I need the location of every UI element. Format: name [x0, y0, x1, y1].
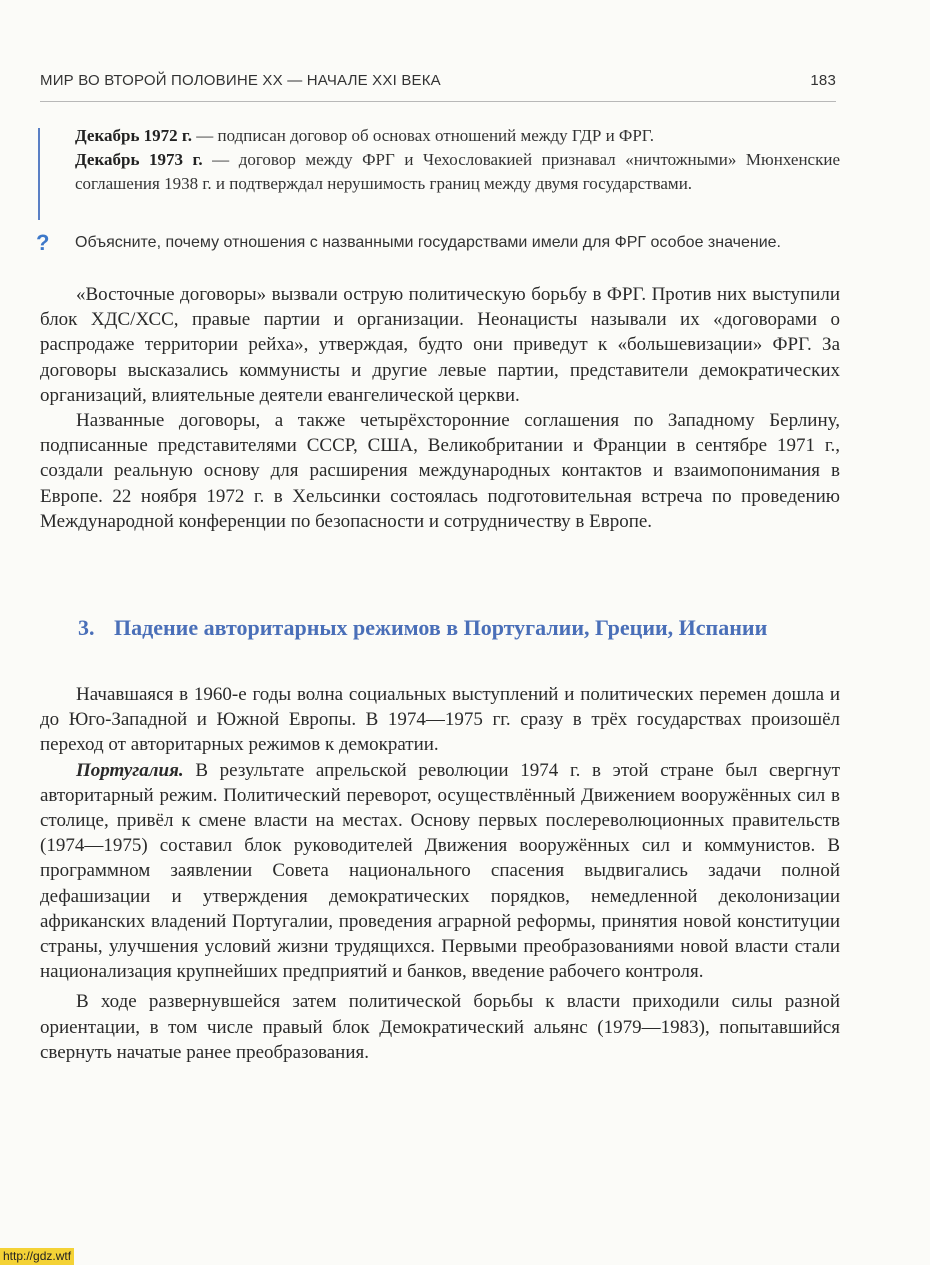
date-text: — договор между ФРГ и Чехословакией признавал «ничтожными» Мюнхенские соглашения 1938 г. и подтверждал нерушимость границ между двумя государствами.: [75, 150, 840, 193]
date-entry: [75, 148, 840, 196]
header-rule: [40, 101, 836, 102]
body-text-bottom: [40, 682, 840, 1065]
running-title: МИР ВО ВТОРОЙ ПОЛОВИНЕ XX — НАЧАЛЕ XXI ВЕКА: [40, 72, 441, 89]
section-title: Падение авторитарных режимов в Португалии, Греции, Испании: [114, 615, 768, 640]
date-entry: [75, 124, 840, 148]
body-text-top: [40, 282, 840, 534]
dates-block: [75, 124, 840, 196]
paragraph: Названные договоры, а также четырёхсторонние соглашения по Западному Берлину, подписанные представителями СССР, США, Великобритании и Франции в сентябре 1971 г., создали реальную основу для расширения международных контактов и взаимопонимания в Европе. 22 ноября 1972 г. в Хельсинки состоялась подготовительная встреча по проведению Международной конференции по безопасности и сотрудничеству в Европе.: [40, 410, 840, 532]
date-text: — подписан договор об основах отношений между ГДР и ФРГ.: [191, 126, 654, 145]
date-label: Декабрь 1972 г.: [75, 126, 192, 145]
watermark-link[interactable]: http://gdz.wtf: [0, 1248, 74, 1265]
paragraph-portugal: [40, 758, 840, 985]
paragraph: «Восточные договоры» вызвали острую политическую борьбу в ФРГ. Против них выступили блок ХДС/ХСС, правые партии и организации. Неонацисты называли их «договорами о распродаже территории рейха», утверждая, будто они приведут к «большевизации» ФРГ. За договоры высказались коммунисты и другие левые партии, представители демократических организаций, влиятельные деятели евангелической церкви.: [40, 284, 840, 406]
running-head: [40, 72, 836, 89]
date-label: Декабрь 1973 г.: [75, 150, 203, 169]
portugal-text: В результате апрельской революции 1974 г. в этой стране был свергнут авторитарный режим. Политический переворот, осуществлённый Движением вооружённых сил в столице, привёл к смене власти на местах. Основу первых послереволюционных правительств (1974—1975) составил блок руководителей Движения вооружённых сил и коммунистов. В программном заявлении Совета национального спасения выдвигались задачи полной дефашизации и утверждения демократических порядков, немедленной деколонизации африканских владений Португалии, проведения аграрной реформы, принятия новой конституции страны, улучшения условий жизни трудящихся. Первыми преобразованиями новой власти стали национализация крупнейших предприятий и банков, введение рабочего контроля.: [40, 759, 840, 983]
dates-side-bar: [38, 128, 40, 220]
paragraph: Начавшаяся в 1960-е годы волна социальных выступлений и политических перемен дошла и до Юго-Западной и Южной Европы. В 1974—1975 гг. сразу в трёх государствах произошёл переход от авторитарных режимов к демократии.: [40, 684, 840, 756]
question-mark-icon: ?: [36, 230, 50, 255]
portugal-label: Португалия.: [76, 759, 184, 781]
question-text: Объясните, почему отношения с названными государствами имели для ФРГ особое значение.: [75, 234, 781, 251]
paragraph: В ходе развернувшейся затем политической борьбы к власти приходили силы разной ориентации, в том числе правый блок Демократический альянс (1979—1983), попытавшийся свернуть начатые ранее преобразования.: [40, 991, 840, 1063]
section-number: 3.: [78, 615, 95, 640]
page-number: 183: [810, 72, 836, 89]
section-heading: [78, 612, 874, 643]
